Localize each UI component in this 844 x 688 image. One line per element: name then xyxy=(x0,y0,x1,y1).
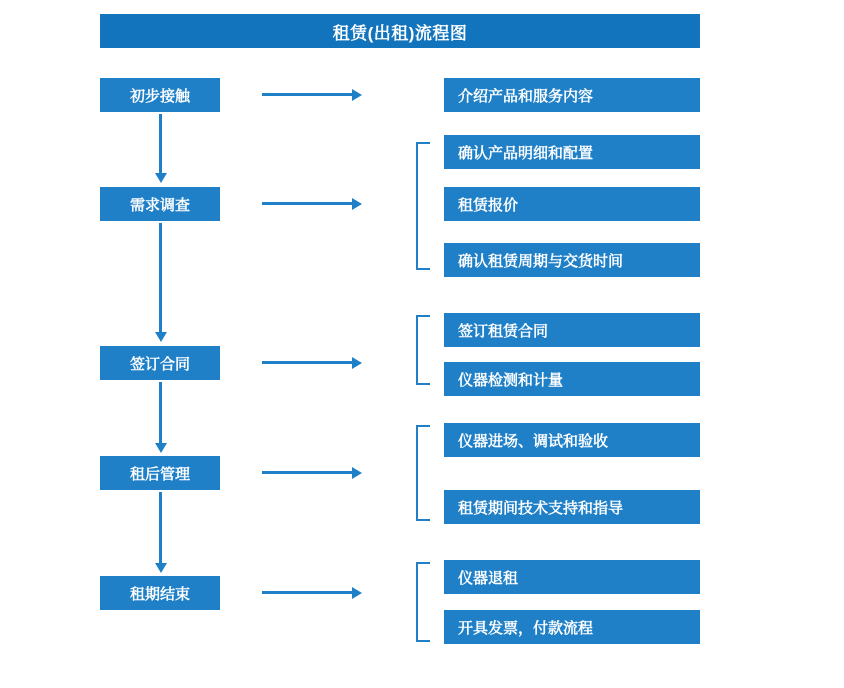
detail-box-1[interactable]: 介绍产品和服务内容 xyxy=(444,78,700,112)
detail-box-7[interactable]: 仪器进场、调试和验收 xyxy=(444,423,700,457)
detail-box-2[interactable]: 确认产品明细和配置 xyxy=(444,135,700,169)
detail-box-3[interactable]: 租赁报价 xyxy=(444,187,700,221)
stage-detail-arrow-4 xyxy=(262,471,352,474)
group-bracket-5 xyxy=(416,562,430,642)
detail-box-9[interactable]: 仪器退租 xyxy=(444,560,700,594)
group-bracket-4 xyxy=(416,425,430,521)
stage-connector-4-5 xyxy=(159,492,162,564)
stage-connector-2-3 xyxy=(159,223,162,333)
stage-box-3[interactable]: 签订合同 xyxy=(100,346,220,380)
stage-detail-arrow-3 xyxy=(262,361,352,364)
detail-box-8[interactable]: 租赁期间技术支持和指导 xyxy=(444,490,700,524)
stage-detail-arrow-5 xyxy=(262,591,352,594)
stage-detail-arrow-1 xyxy=(262,93,352,96)
stage-box-5[interactable]: 租期结束 xyxy=(100,576,220,610)
detail-box-4[interactable]: 确认租赁周期与交货时间 xyxy=(444,243,700,277)
stage-connector-1-2 xyxy=(159,114,162,174)
stage-connector-3-4 xyxy=(159,382,162,444)
stage-box-2[interactable]: 需求调查 xyxy=(100,187,220,221)
detail-box-10[interactable]: 开具发票，付款流程 xyxy=(444,610,700,644)
stage-box-4[interactable]: 租后管理 xyxy=(100,456,220,490)
group-bracket-2 xyxy=(416,142,430,270)
detail-box-6[interactable]: 仪器检测和计量 xyxy=(444,362,700,396)
detail-box-5[interactable]: 签订租赁合同 xyxy=(444,313,700,347)
stage-detail-arrow-2 xyxy=(262,202,352,205)
group-bracket-3 xyxy=(416,315,430,385)
diagram-title: 租赁(出租)流程图 xyxy=(100,14,700,48)
stage-box-1[interactable]: 初步接触 xyxy=(100,78,220,112)
